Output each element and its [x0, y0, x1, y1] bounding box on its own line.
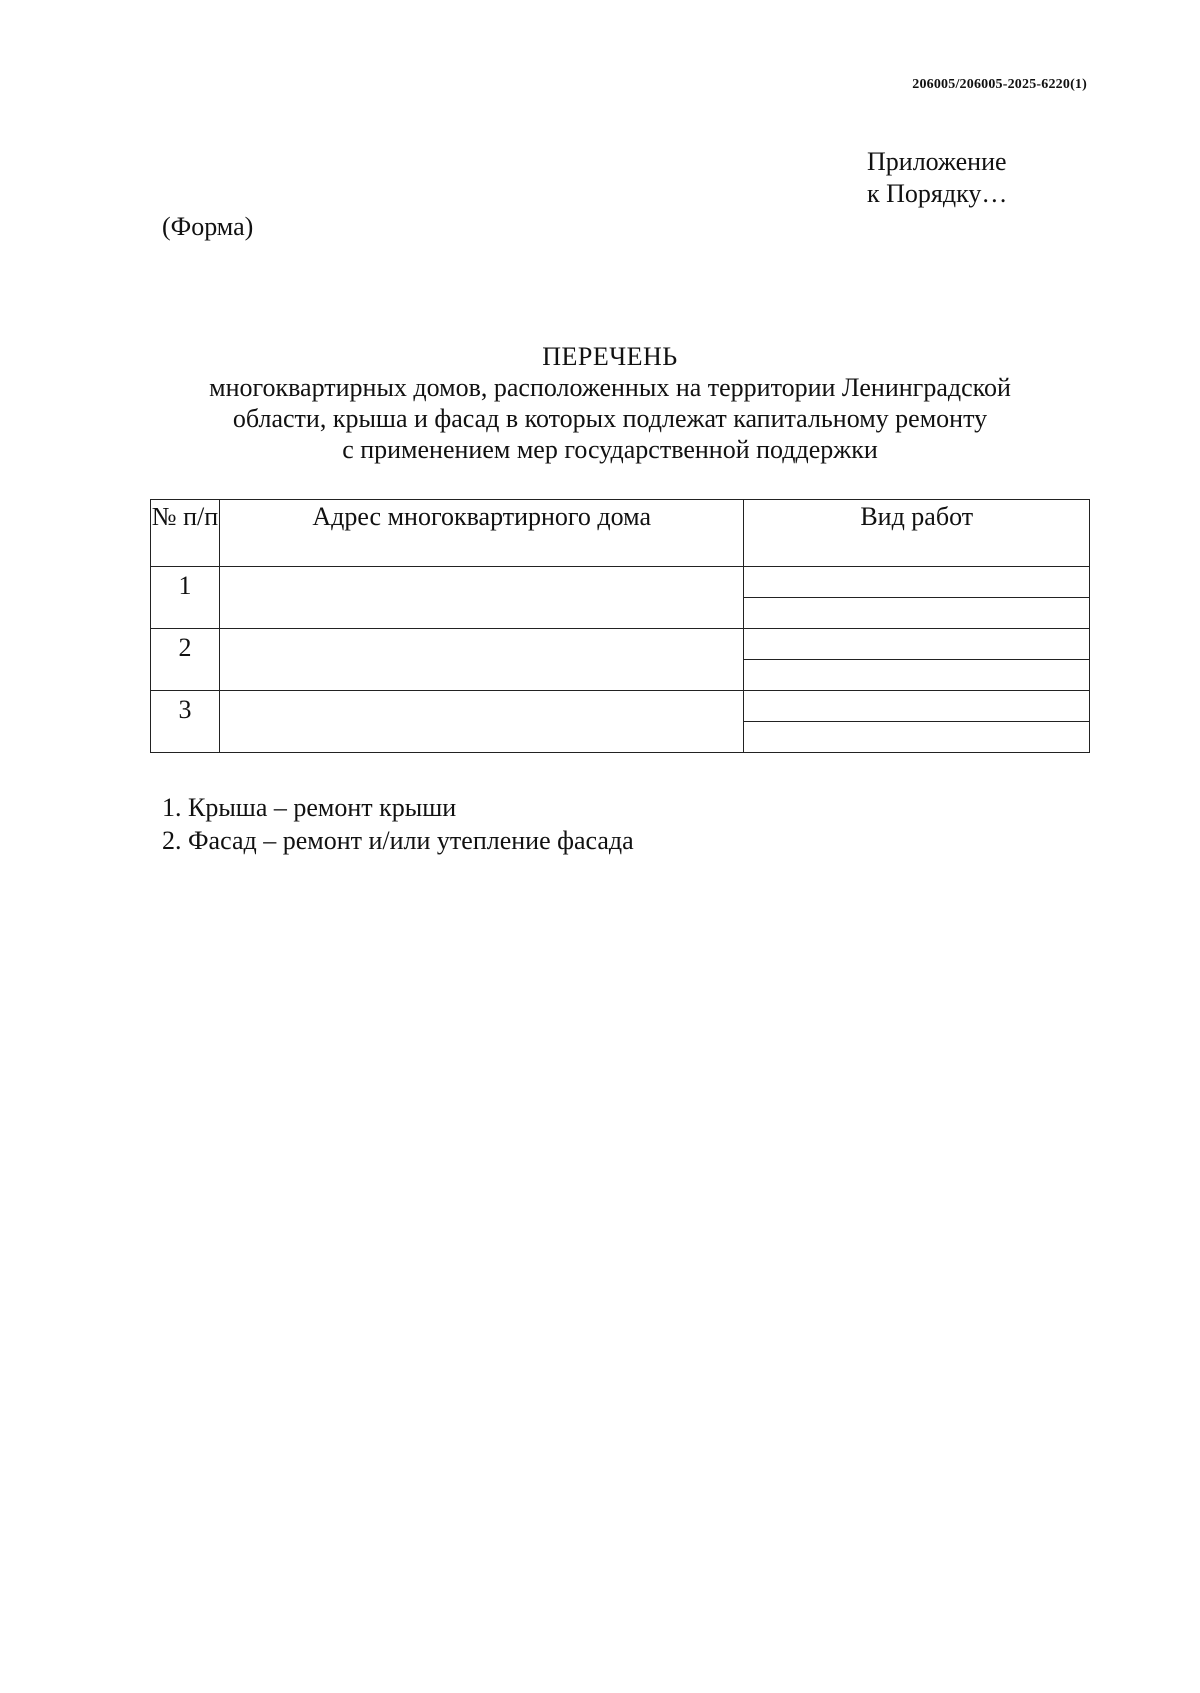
title-line-1: многоквартирных домов, расположенных на территории Ленинградской [209, 373, 1011, 402]
houses-table [150, 499, 1090, 753]
header-work-type: Вид работ [744, 500, 1090, 567]
row-number: 3 [151, 691, 220, 753]
appendix-line-1: Приложение [867, 147, 1007, 176]
address-cell[interactable] [219, 567, 744, 629]
document-code: 206005/206005-2025-6220(1) [912, 77, 1087, 92]
title-line-2: области, крыша и фасад в которых подлежат капитальному ремонту [232, 404, 988, 433]
row-number: 1 [151, 567, 220, 629]
row-number: 2 [151, 629, 220, 691]
table-row [151, 691, 1090, 722]
work-type-cell[interactable] [744, 567, 1090, 598]
document-title [120, 341, 1100, 465]
appendix-line-2: к Порядку… [867, 179, 1008, 208]
title-line-3: с применением мер государственной поддержки [342, 435, 878, 464]
title-main: ПЕРЕЧЕНЬ [542, 342, 678, 371]
address-cell[interactable] [219, 691, 744, 753]
work-type-cell[interactable] [744, 691, 1090, 722]
table-header-row [151, 500, 1090, 567]
work-type-cell[interactable] [744, 722, 1090, 753]
work-type-notes [162, 791, 634, 857]
work-type-cell[interactable] [744, 629, 1090, 660]
table-row [151, 629, 1090, 660]
form-label: (Форма) [162, 212, 254, 241]
note-item: 1. Крыша – ремонт крыши [162, 793, 457, 822]
work-type-cell[interactable] [744, 660, 1090, 691]
header-address: Адрес многоквартирного дома [219, 500, 744, 567]
header-number: № п/п [151, 500, 220, 567]
table-row [151, 567, 1090, 598]
note-item: 2. Фасад – ремонт и/или утепление фасада [162, 826, 634, 855]
work-type-cell[interactable] [744, 598, 1090, 629]
appendix-note [867, 146, 1087, 210]
address-cell[interactable] [219, 629, 744, 691]
